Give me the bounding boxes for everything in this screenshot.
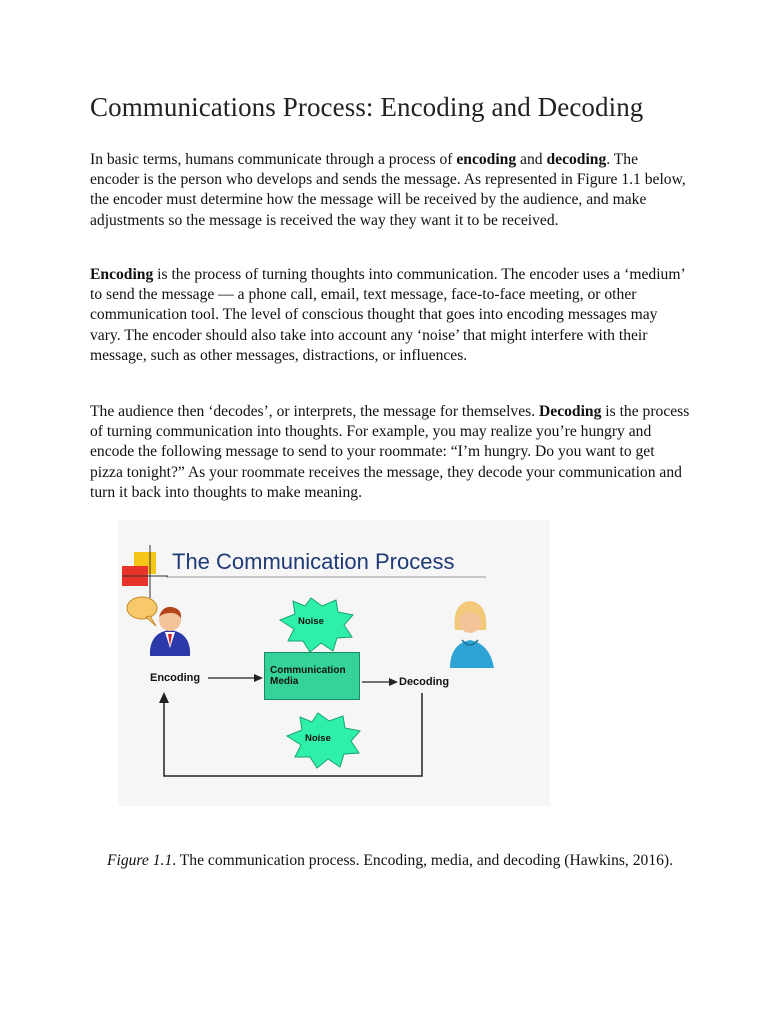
p3-text-1: The audience then ‘decodes’, or interprets, the message for themselves. <box>90 403 540 420</box>
p1-bold-encoding: encoding <box>456 151 517 168</box>
p2-bold-encoding: Encoding <box>90 266 154 283</box>
p1-text-2: and <box>516 151 547 168</box>
caption-text: . The communication process. Encoding, media, and decoding (Hawkins, 2016). <box>172 852 674 869</box>
noise-top-label: Noise <box>298 616 324 627</box>
figure-caption <box>90 850 690 871</box>
figure-label-encoding: Encoding <box>150 672 201 684</box>
page-title: Communications Process: Encoding and Decoding <box>90 92 644 122</box>
arrowhead-decoding <box>389 678 398 686</box>
figure-label-decoding: Decoding <box>399 676 450 688</box>
p2-text-1: is the process of turning thoughts into communication. The encoder uses a ‘medium’ to send the message — a phone call, email, text message, face-to-face meeting, or other communication tool. The level of conscious thought that goes into encoding messages may vary. The encoder should also take into account any ‘noise’ that might interfere with their message, such as other messages, distractions, or influences. <box>90 266 685 364</box>
caption-figure-ref: Figure 1.1 <box>106 852 173 869</box>
p1-text-1: In basic terms, humans communicate through a process of <box>90 151 457 168</box>
p3-text-2: is the process of turning communication into thoughts. For example, you may realize you’re hungry and encode the following message to send to your roommate: “I’m hungry. Do you want to get pizza tonight?” As your roommate receives the message, they decode your communication and turn it back into thoughts to make meaning. <box>90 403 690 501</box>
figure-title: The Communication Process <box>172 549 455 574</box>
p1-bold-decoding: decoding <box>546 151 607 168</box>
p1-text-3: . The encoder is the person who develops and sends the message. As represented in Figure 1.1 below, the encoder must determine how the message will be received by the audience, and make adjustments so the message is received the way they want it to be received. <box>90 151 686 229</box>
p3-bold-decoding: Decoding <box>539 403 602 420</box>
media-line-2: Media <box>270 676 299 687</box>
receiver-person-icon <box>450 601 494 668</box>
speech-bubble-icon <box>127 597 157 626</box>
arrowhead-feedback <box>159 692 169 703</box>
communication-media-label <box>270 665 354 687</box>
arrowhead-media <box>254 674 263 682</box>
sender-person-icon <box>150 607 190 656</box>
noise-bottom-label: Noise <box>305 733 331 744</box>
media-line-1: Communication <box>270 665 346 676</box>
